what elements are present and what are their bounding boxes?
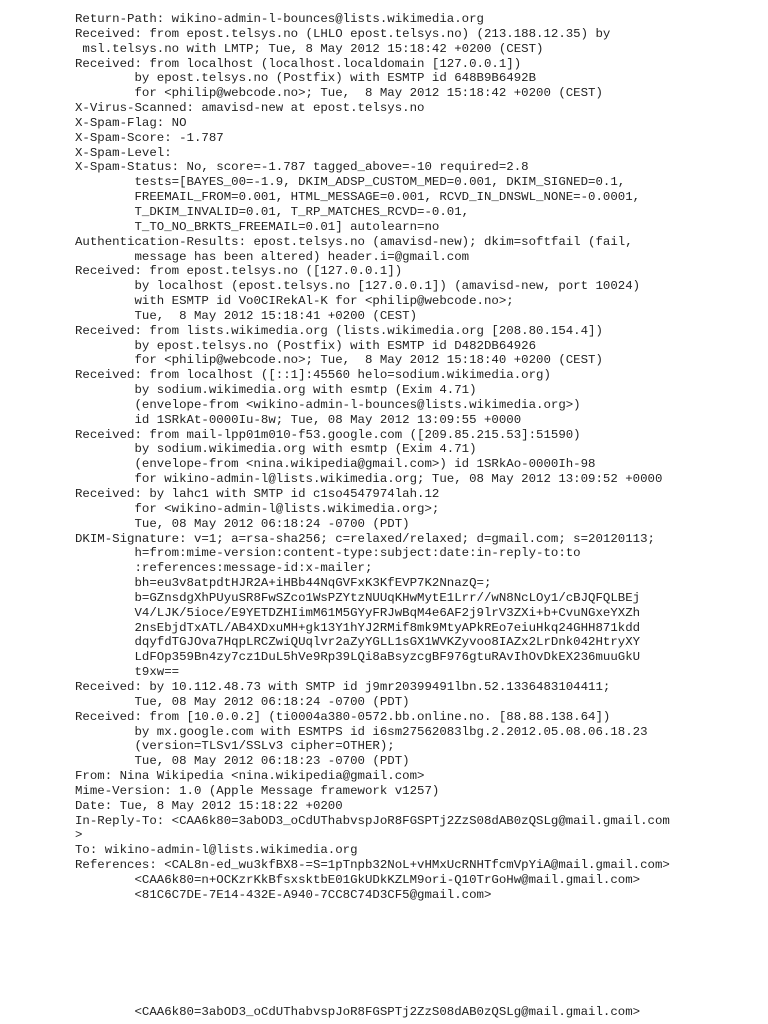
header-line: Received: from localhost ([::1]:45560 helo=sodium.wikimedia.org) [75, 368, 551, 383]
header-line: FREEMAIL_FROM=0.001, HTML_MESSAGE=0.001, RCVD_IN_DNSWL_NONE=-0.0001, [75, 190, 641, 205]
header-line: > [75, 828, 83, 843]
header-line: Tue, 8 May 2012 15:18:41 +0200 (CEST) [75, 308, 418, 323]
header-line: by epost.telsys.no (Postfix) with ESMTP id 648B9B6492B [75, 71, 537, 86]
header-line: X-Virus-Scanned: amavisd-new at epost.telsys.no [75, 101, 425, 116]
header-line: tests=[BAYES_00=-1.9, DKIM_ADSP_CUSTOM_MED=0.001, DKIM_SIGNED=0.1, [75, 175, 626, 190]
header-line: DKIM-Signature: v=1; a=rsa-sha256; c=relaxed/relaxed; d=gmail.com; s=20120113; [75, 531, 655, 546]
header-line: T_TO_NO_BRKTS_FREEMAIL=0.01] autolearn=no [75, 219, 440, 234]
header-line: References: <CAL8n-ed_wu3kfBX8-=S=1pTnpb32NoL+vHMxUcRNHTfcmVpYiA@mail.gmail.com> [75, 858, 670, 873]
header-line: (envelope-from <wikino-admin-l-bounces@lists.wikimedia.org>) [75, 397, 581, 412]
header-line: Tue, 08 May 2012 06:18:24 -0700 (PDT) [75, 694, 410, 709]
header-line: by localhost (epost.telsys.no [127.0.0.1]) (amavisd-new, port 10024) [75, 279, 641, 294]
header-line: bh=eu3v8atpdtHJR2A+iHBb44NqGVFxK3KfEVP7K2NnazQ=; [75, 576, 492, 591]
header-line: (envelope-from <nina.wikipedia@gmail.com>) id 1SRkAo-0000Ih-98 [75, 457, 596, 472]
header-line: :references:message-id:x-mailer; [75, 561, 373, 576]
header-line: X-Spam-Level: [75, 145, 172, 160]
header-line: message has been altered) header.i=@gmail.com [75, 249, 470, 264]
header-line: for wikino-admin-l@lists.wikimedia.org; Tue, 08 May 2012 13:09:52 +0000 [75, 472, 663, 487]
header-line: Received: from epost.telsys.no (LHLO epost.telsys.no) (213.188.12.35) by [75, 26, 611, 41]
header-line: X-Spam-Score: -1.787 [75, 130, 224, 145]
header-line: for <wikino-admin-l@lists.wikimedia.org>; [75, 501, 440, 516]
header-line: <CAA6k80=n+OCKzrKkBfsxsktbE01GkUDkKZLM9ori-Q10TrGoHw@mail.gmail.com> [75, 872, 641, 887]
header-line: by mx.google.com with ESMTPS id i6sm27562083lbg.2.2012.05.08.06.18.23 [75, 724, 648, 739]
header-line: by sodium.wikimedia.org with esmtp (Exim 4.71) [75, 383, 477, 398]
header-line: Received: from [10.0.0.2] (ti0004a380-0572.bb.online.no. [88.88.138.64]) [75, 709, 611, 724]
header-line: Received: by lahc1 with SMTP id c1so4547974lah.12 [75, 487, 440, 501]
header-line: In-Reply-To: <CAA6k80=3abOD3_oCdUThabvspJoR8FGSPTj2ZzS08dAB0zQSLg@mail.gmail.com [75, 813, 670, 828]
header-line: b=GZnsdgXhPUyuSR8FwSZco1WsPZYtzNUUqKHwMytE1Lrr//wN8NcLOy1/cBJQFQLBEj [75, 590, 641, 605]
header-line: Return-Path: wikino-admin-l-bounces@lists.wikimedia.org [75, 12, 484, 26]
header-line: V4/LJK/5ioce/E9YETDZHIimM61M5GYyFRJwBqM4e6AF2j9lrV3ZXi+b+CvuNGxeYXZh [75, 605, 641, 620]
header-line: for <philip@webcode.no>; Tue, 8 May 2012 15:18:40 +0200 (CEST) [75, 353, 603, 368]
header-line: Received: from mail-lpp01m010-f53.google.com ([209.85.215.53]:51590) [75, 427, 581, 442]
header-line: dqyfdTGJOva7HqpLRCZwiQUqlvr2aZyYGLL1sGX1WVKZyvoo8IAZx2LrDnk042HtryXY [75, 635, 641, 650]
header-line: Received: from epost.telsys.no ([127.0.0.1]) [75, 264, 403, 279]
header-line: T_DKIM_INVALID=0.01, T_RP_MATCHES_RCVD=-0.01, [75, 204, 470, 219]
header-line: id 1SRkAt-0000Iu-8w; Tue, 08 May 2012 13:09:55 +0000 [75, 412, 522, 427]
header-line: by sodium.wikimedia.org with esmtp (Exim 4.71) [75, 442, 477, 457]
header-line: msl.telsys.no with LMTP; Tue, 8 May 2012 15:18:42 +0200 (CEST) [75, 41, 544, 56]
header-line: Mime-Version: 1.0 (Apple Message framework v1257) [75, 783, 440, 798]
header-line: (version=TLSv1/SSLv3 cipher=OTHER); [75, 739, 395, 754]
page-footer-reference: <CAA6k80=3abOD3_oCdUThabvspJoR8FGSPTj2ZzS08dAB0zQSLg@mail.gmail.com> [75, 1005, 641, 1019]
header-line: Date: Tue, 8 May 2012 15:18:22 +0200 [75, 798, 343, 813]
header-line: Tue, 08 May 2012 06:18:23 -0700 (PDT) [75, 754, 410, 769]
header-line: X-Spam-Status: No, score=-1.787 tagged_above=-10 required=2.8 [75, 160, 529, 175]
header-line: From: Nina Wikipedia <nina.wikipedia@gmail.com> [75, 769, 425, 784]
header-line: Received: from localhost (localhost.localdomain [127.0.0.1]) [75, 56, 522, 71]
header-line: Authentication-Results: epost.telsys.no (amavisd-new); dkim=softfail (fail, [75, 234, 633, 249]
header-line: h=from:mime-version:content-type:subject:date:in-reply-to:to [75, 546, 581, 561]
header-line: for <philip@webcode.no>; Tue, 8 May 2012 15:18:42 +0200 (CEST) [75, 86, 603, 101]
header-line: Received: by 10.112.48.73 with SMTP id j9mr20399491lbn.52.1336483104411; [75, 679, 611, 694]
header-line: To: wikino-admin-l@lists.wikimedia.org [75, 843, 358, 858]
header-line: 2nsEbjdTxATL/AB4XDxuMH+gk13Y1hYJ2RMif8mk9MtyAPkREo7eiuHkq24GHH871kdd [75, 620, 641, 635]
email-header-block [75, 12, 670, 903]
header-line: with ESMTP id Vo0CIRekAl-K for <philip@webcode.no>; [75, 294, 514, 309]
header-line: t9xw== [75, 665, 180, 680]
header-line: LdFOp359Bn4zy7cz1DuL5hVe9Rp39LQi8aBsyzcgBF976gtuRAvIhOvDkEX236muuGkU [75, 650, 641, 665]
header-line: <81C6C7DE-7E14-432E-A940-7CC8C74D3CF5@gmail.com> [75, 887, 492, 902]
header-line: Tue, 08 May 2012 06:18:24 -0700 (PDT) [75, 516, 410, 531]
header-line: X-Spam-Flag: NO [75, 115, 187, 130]
header-line: by epost.telsys.no (Postfix) with ESMTP id D482DB64926 [75, 338, 537, 353]
header-line: Received: from lists.wikimedia.org (lists.wikimedia.org [208.80.154.4]) [75, 323, 603, 338]
